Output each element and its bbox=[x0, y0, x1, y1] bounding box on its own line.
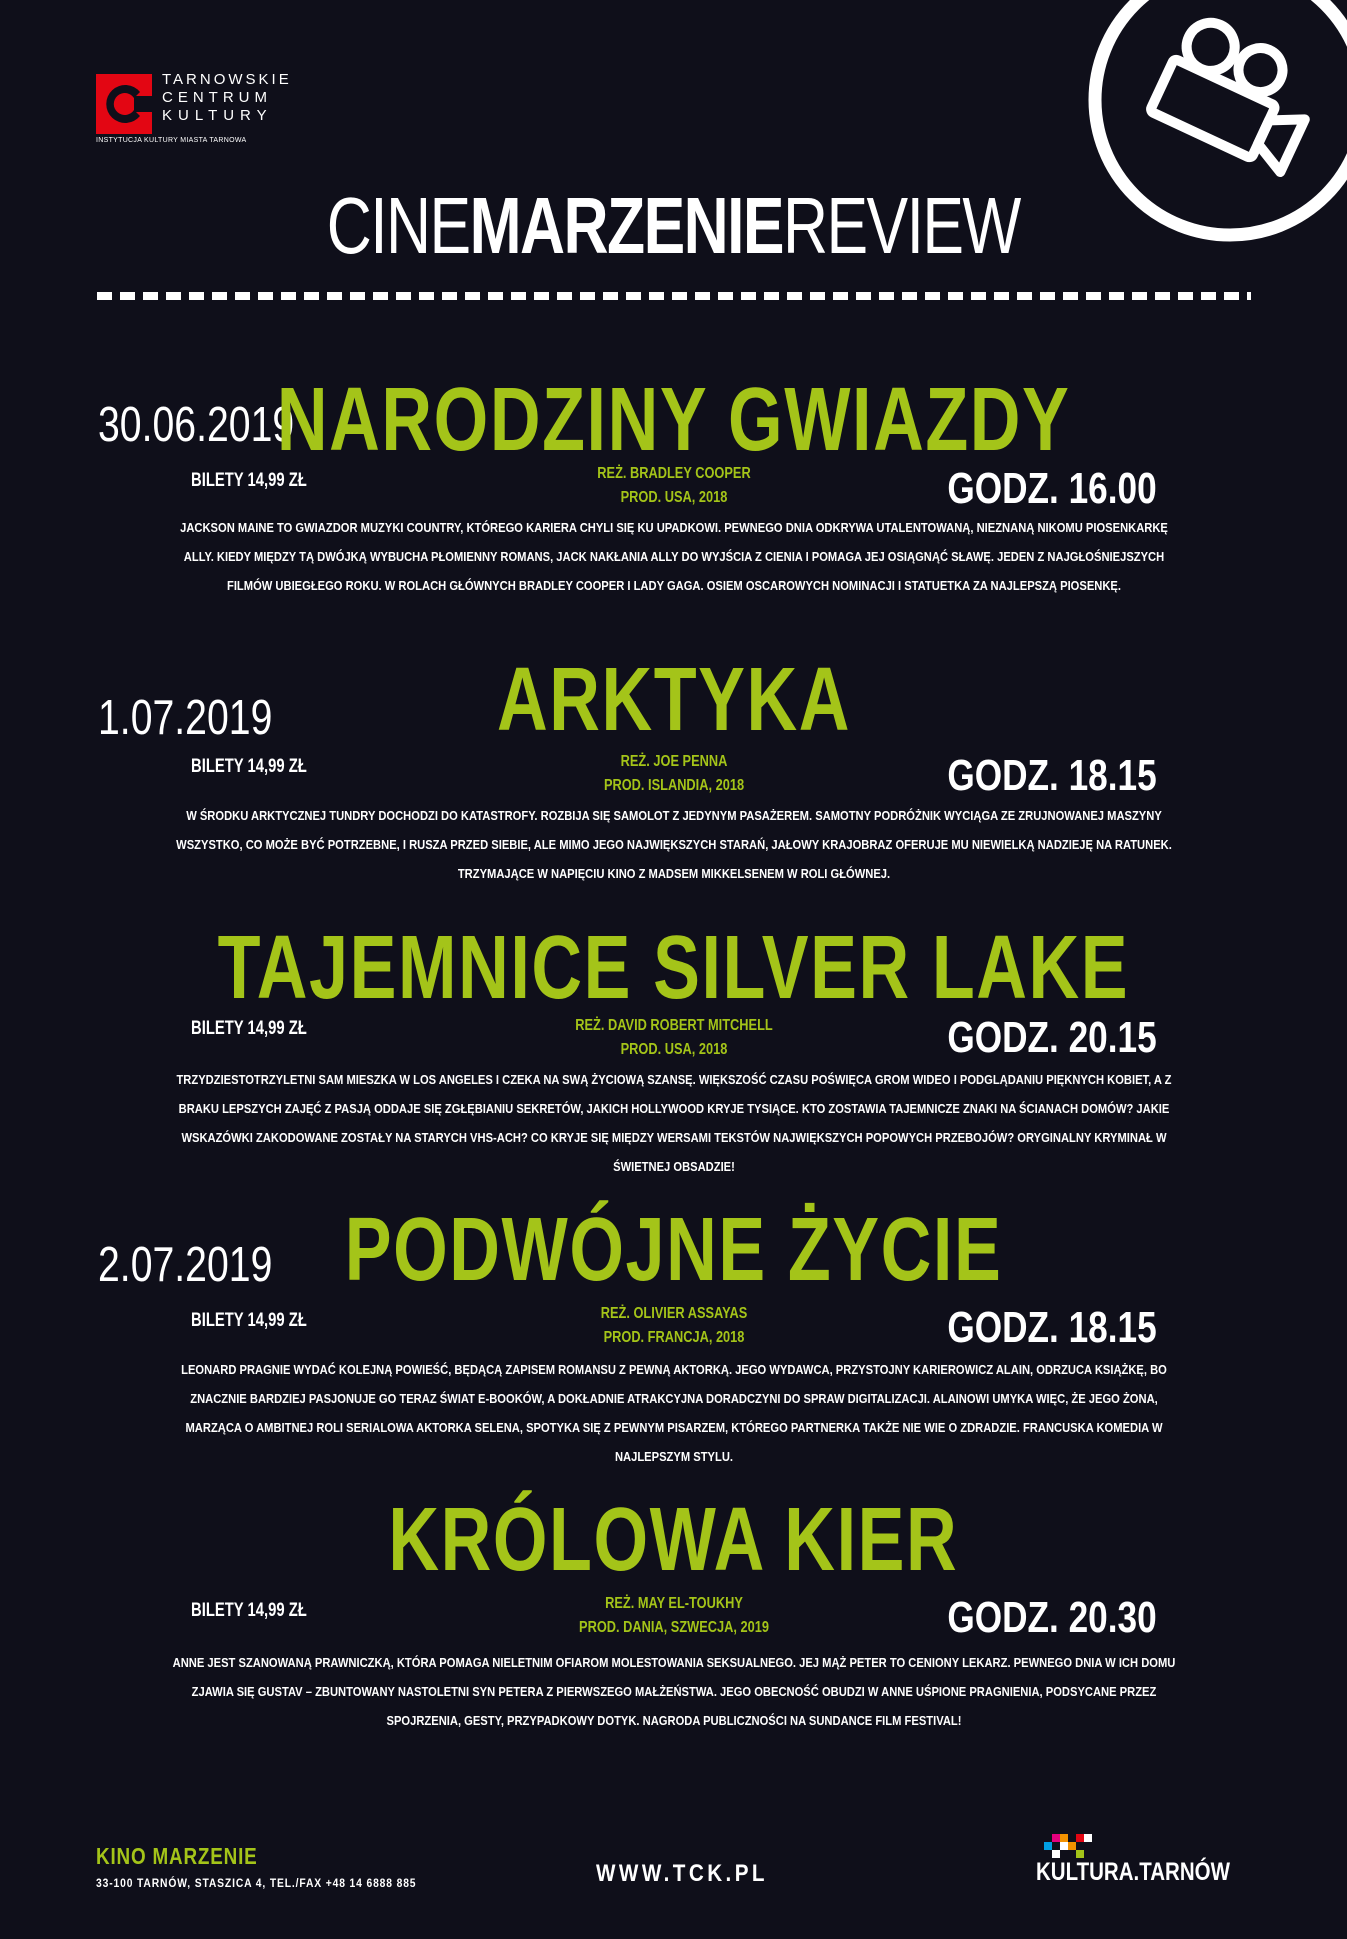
film-date: 1.07.2019 bbox=[98, 691, 273, 745]
title-cine: CINE bbox=[326, 181, 470, 270]
film-description: JACKSON MAINE TO GWIAZDOR MUZYKI COUNTRY, KTÓREGO KARIERA CHYLI SIĘ KU UPADKOWI. PEWNEGO DNIA ODKRYWA UTALENTOWANĄ, NIEZNANĄ NIKOMU PIOSENKARKĘ ALLY. KIEDY MIĘDZY TĄ DWÓJKĄ WYBUCHA PŁOMIENNY ROMANS, JACK NAKŁANIA ALLY DO WYJŚCIA Z CIENIA I POMAGA JEJ OSIĄGNĄĆ SŁAWĘ. JEDEN Z NAJGŁOŚNIEJSZYCH FILMÓW UBIEGŁEGO ROKU. W ROLACH GŁÓWNYCH BRADLEY COOPER I LADY GAGA. OSIEM OSCAROWYCH NOMINACJI I STATUETKA ZA NAJLEPSZĄ PIOSENKĘ. bbox=[180, 520, 1168, 593]
film-tickets: BILETY 14,99 ZŁ bbox=[191, 1310, 307, 1331]
film-director: REŻ. BRADLEY COOPER bbox=[597, 465, 751, 482]
tck-logo-icon bbox=[96, 74, 152, 134]
film-credits bbox=[474, 1592, 874, 1640]
film-tickets: BILETY 14,99 ZŁ bbox=[191, 756, 307, 777]
logo-line-2: CENTRUM bbox=[162, 89, 272, 106]
kultura-pixels-icon bbox=[1038, 1834, 1098, 1858]
dashed-divider bbox=[97, 292, 1251, 300]
kino-address: 33-100 TARNÓW, STASZICA 4, TEL./FAX +48 14 6888 885 bbox=[96, 1876, 417, 1890]
film-time: GODZ. 16.00 bbox=[947, 464, 1157, 513]
film-title: PODWÓJNE ŻYCIE bbox=[344, 1200, 1003, 1300]
film-tickets: BILETY 14,99 ZŁ bbox=[191, 1600, 307, 1621]
film-director: REŻ. JOE PENNA bbox=[620, 753, 728, 770]
film-production: PROD. DANIA, SZWECJA, 2019 bbox=[579, 1619, 769, 1636]
film-title: NARODZINY GWIAZDY bbox=[276, 370, 1071, 470]
title-marzenie: MARZENIE bbox=[469, 181, 784, 270]
film-production: PROD. FRANCJA, 2018 bbox=[603, 1329, 745, 1346]
film-description: W ŚRODKU ARKTYCZNEJ TUNDRY DOCHODZI DO KATASTROFY. ROZBIJA SIĘ SAMOLOT Z JEDYNYM PASAŻEREM. SAMOTNY PODRÓŻNIK WYCIĄGA ZE ZRUJNOWANEJ MASZYNY WSZYSTKO, CO MOŻE BYĆ POTRZEBNE, I RUSZA PRZED SIEBIE, ALE MIMO JEGO NAJWIĘKSZYCH STARAŃ, JAŁOWY KRAJOBRAZ OFERUJE MU NIEWIELKĄ NADZIEJĘ NA RATUNEK. TRZYMAJĄCE W NAPIĘCIU KINO Z MADSEM MIKKELSENEM W ROLI GŁÓWNEJ. bbox=[176, 808, 1172, 881]
film-tickets: BILETY 14,99 ZŁ bbox=[191, 470, 307, 491]
film-credits bbox=[474, 750, 874, 798]
film-production: PROD. ISLANDIA, 2018 bbox=[603, 777, 745, 794]
film-description: LEONARD PRAGNIE WYDAĆ KOLEJNĄ POWIEŚĆ, BĘDĄCĄ ZAPISEM ROMANSU Z PEWNĄ AKTORKĄ. JEGO WYDAWCA, PRZYSTOJNY KARIEROWICZ ALAIN, ODRZUCA KSIĄŻKĘ, BO ZNACZNIE BARDZIEJ PASJONUJE GO TERAZ ŚWIAT E-BOOKÓW, A DOKŁADNIE ATRAKCYJNA DORADCZYNI DO SPRAW DIGITALIZACJI. ALAINOWI UMYKA WIĘC, ŻE JEGO ŻONA, MARZĄCA O AMBITNEJ ROLI SERIALOWA AKTORKA SELENA, SPOTYKA SIĘ Z PEWNYM PISARZEM, KTÓREGO PARTNERKA TAKŻE NIE WIE O ZDRADZIE. FRANCUSKA KOMEDIA W NAJLEPSZYM STYLU. bbox=[181, 1362, 1167, 1464]
film-production: PROD. USA, 2018 bbox=[620, 1041, 728, 1058]
logo-tagline: INSTYTUCJA KULTURY MIASTA TARNOWA bbox=[96, 137, 247, 144]
film-director: REŻ. OLIVIER ASSAYAS bbox=[600, 1305, 748, 1322]
title-review: REVIEW bbox=[783, 181, 1021, 270]
logo-line-1: TARNOWSKIE bbox=[162, 71, 292, 88]
film-title: TAJEMNICE SILVER LAKE bbox=[217, 918, 1130, 1018]
film-production: PROD. USA, 2018 bbox=[620, 489, 728, 506]
film-time: GODZ. 20.15 bbox=[947, 1013, 1157, 1062]
website-link[interactable]: WWW.TCK.PL bbox=[596, 1860, 768, 1887]
page-title bbox=[0, 176, 1347, 276]
film-credits bbox=[474, 1302, 874, 1350]
film-title: KRÓLOWA KIER bbox=[388, 1490, 959, 1590]
film-description: TRZYDZIESTOTRZYLETNI SAM MIESZKA W LOS ANGELES I CZEKA NA SWĄ ŻYCIOWĄ SZANSĘ. WIĘKSZOŚĆ CZASU POŚWIĘCA GROM WIDEO I PODGLĄDANIU PIĘKNYCH KOBIET, A Z BRAKU LEPSZYCH ZAJĘĆ Z PASJĄ ODDAJE SIĘ ZGŁĘBIANIU SEKRETÓW, JAKICH HOLLYWOOD KRYJE TYSIĄCE. KTO ZOSTAWIA TAJEMNICZE ZNAKI NA ŚCIANACH DOMÓW? JAKIE WSKAZÓWKI ZAKODOWANE ZOSTAŁY NA STARYCH VHS-ACH? CO KRYJE SIĘ MIĘDZY WERSAMI TEKSTÓW NAJWIĘKSZYCH POPOWYCH PRZEBOJÓW? ORYGINALNY KRYMINAŁ W ŚWIETNEJ OBSADZIE! bbox=[176, 1072, 1172, 1174]
tck-logo bbox=[96, 71, 296, 151]
film-tickets: BILETY 14,99 ZŁ bbox=[191, 1018, 307, 1039]
kultura-logo bbox=[1036, 1834, 1256, 1894]
film-description: ANNE JEST SZANOWANĄ PRAWNICZKĄ, KTÓRA POMAGA NIELETNIM OFIAROM MOLESTOWANIA SEKSUALNEGO. JEJ MĄŻ PETER TO CENIONY LEKARZ. PEWNEGO DNIA W ICH DOMU ZJAWIA SIĘ GUSTAV – ZBUNTOWANY NASTOLETNI SYN PETERA Z PIERWSZEGO MAŁŻEŃSTWA. JEGO OBECNOŚĆ OBUDZI W ANNE UŚPIONE PRAGNIENIA, PODSYCANE PRZEZ SPOJRZENIA, GESTY, PRZYPADKOWY DOTYK. NAGRODA PUBLICZNOŚCI NA SUNDANCE FILM FESTIVAL! bbox=[172, 1655, 1176, 1728]
kino-name: KINO MARZENIE bbox=[96, 1843, 258, 1869]
film-director: REŻ. MAY EL-TOUKHY bbox=[605, 1595, 743, 1612]
film-time: GODZ. 18.15 bbox=[947, 1303, 1157, 1352]
film-time: GODZ. 20.30 bbox=[947, 1593, 1157, 1642]
film-date: 2.07.2019 bbox=[98, 1238, 273, 1292]
film-time: GODZ. 18.15 bbox=[947, 751, 1157, 800]
film-title: ARKTYKA bbox=[496, 650, 851, 750]
film-date: 30.06.2019 bbox=[98, 398, 295, 452]
logo-wordmark bbox=[162, 71, 292, 125]
film-credits bbox=[474, 1014, 874, 1062]
logo-line-3: KULTURY bbox=[162, 107, 273, 124]
kultura-wordmark: KULTURA.TARNÓW bbox=[1036, 1858, 1230, 1886]
film-credits bbox=[474, 462, 874, 510]
film-director: REŻ. DAVID ROBERT MITCHELL bbox=[575, 1017, 773, 1034]
